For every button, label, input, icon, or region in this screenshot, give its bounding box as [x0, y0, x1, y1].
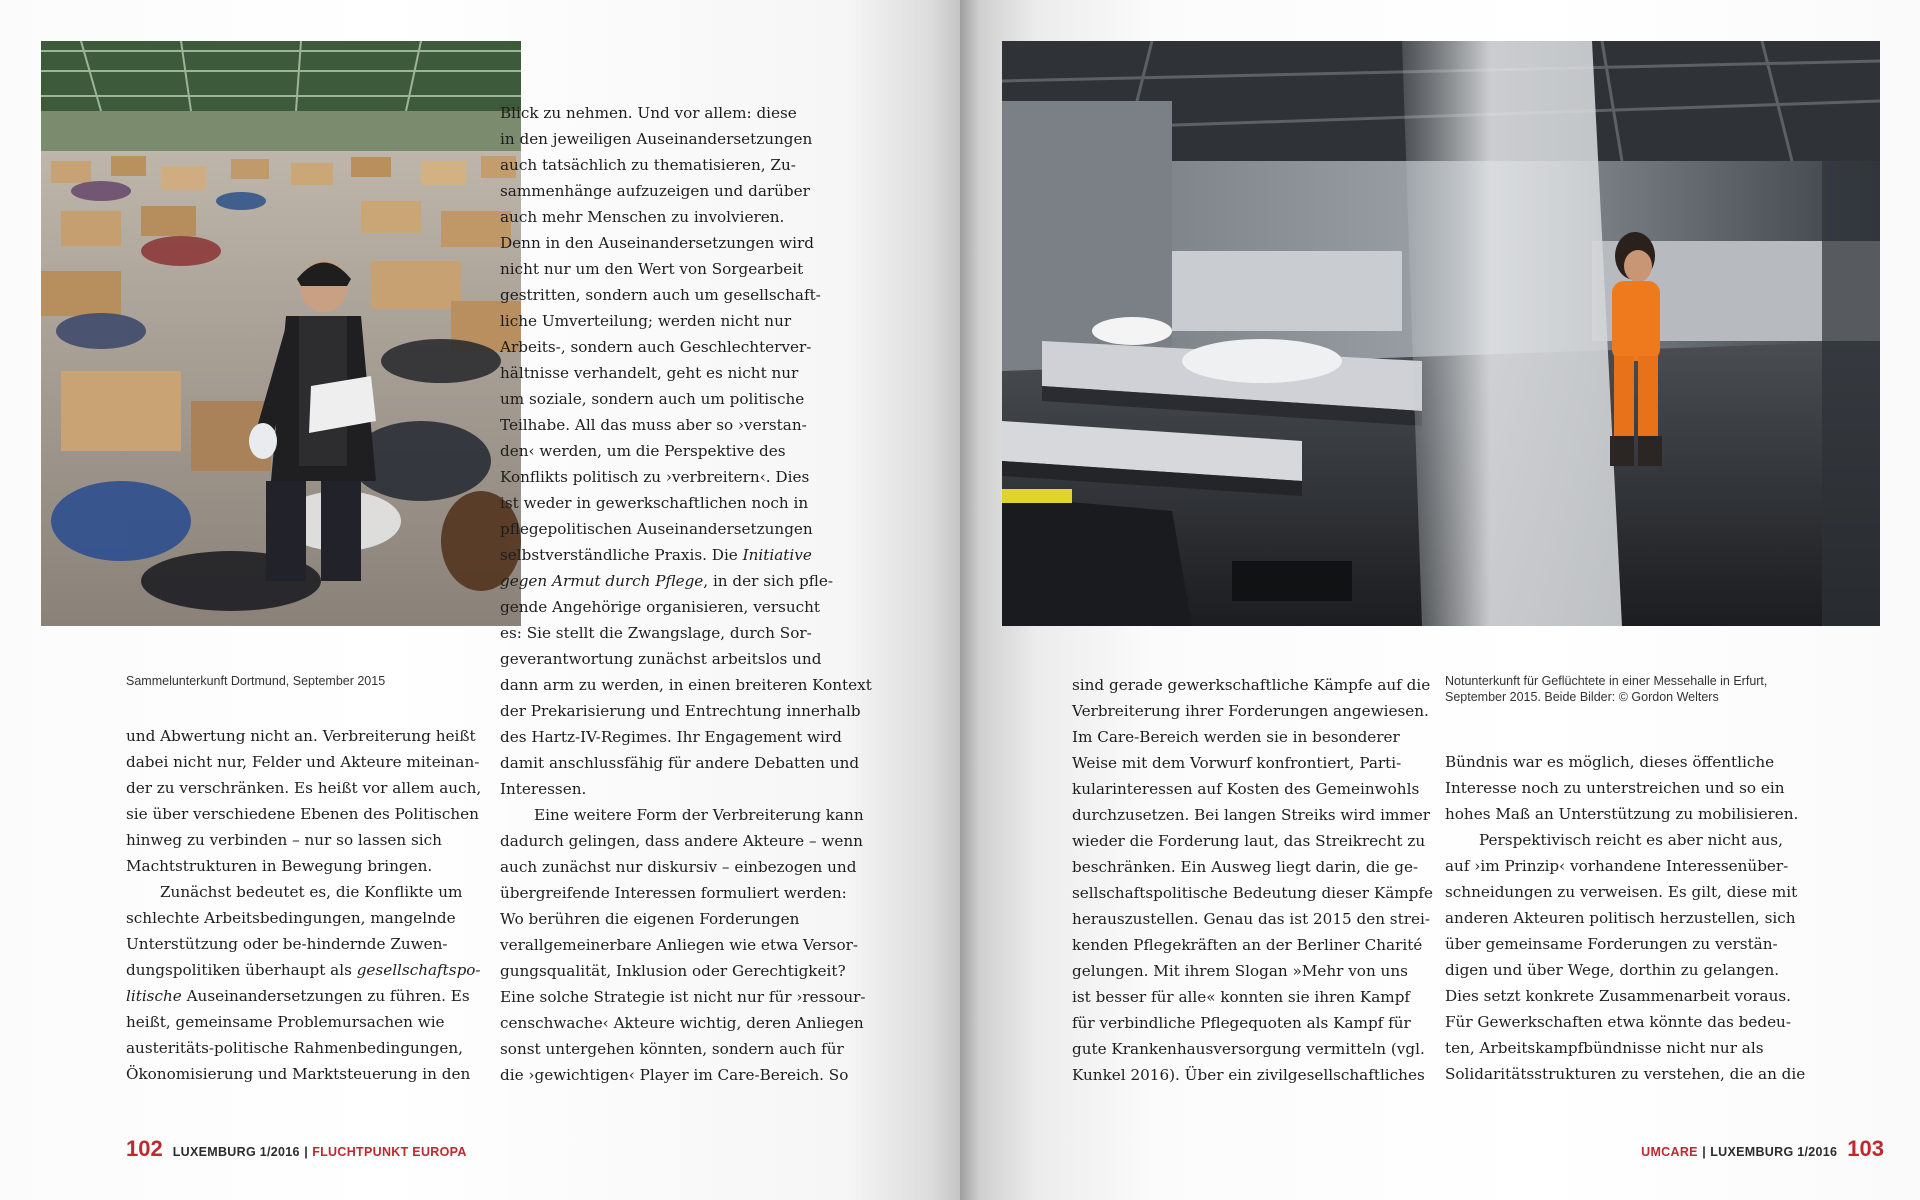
text-line: sammenhänge aufzuzeigen und darüber [500, 182, 810, 200]
text-line: der Prekarisierung und Entrechtung innerhalb [500, 702, 861, 720]
text-line: Bündnis war es möglich, dieses öffentliche [1445, 753, 1775, 771]
text-line: verallgemeinerbare Anliegen wie etwa Versor- [500, 936, 859, 954]
text-line: in den jeweiligen Auseinandersetzungen [500, 130, 813, 148]
text-line: über gemeinsame Forderungen zu verstän- [1445, 935, 1778, 953]
text-line: damit anschlussfähig für andere Debatten und [500, 754, 860, 772]
text-line: censchwache‹ Akteure wichtig, deren Anliegen [500, 1014, 864, 1032]
text-line: dabei nicht nur, Felder und Akteure miteinan- [126, 753, 480, 771]
text-line: herauszustellen. Genau das ist 2015 den strei- [1072, 910, 1430, 928]
text-line: Teilhabe. All das muss aber so ›verstan- [500, 416, 807, 434]
text-line: dann arm zu werden, in einen breiteren Kontext [500, 676, 872, 694]
text-line: heißt, gemeinsame Problemursachen wie [126, 1013, 445, 1031]
text-line: Blick zu nehmen. Und vor allem: diese [500, 104, 797, 122]
photo-caption-right [1445, 673, 1805, 705]
text-line: Weise mit dem Vorwurf konfrontiert, Parti- [1072, 754, 1402, 772]
text-line: und Abwertung nicht an. Verbreiterung heißt [126, 727, 476, 745]
text-line: auch tatsächlich zu thematisieren, Zu- [500, 156, 796, 174]
text-line: Denn in den Auseinandersetzungen wird [500, 234, 814, 252]
text-line: Eine solche Strategie ist nicht nur für ›ressour- [500, 988, 866, 1006]
text-column-1 [126, 723, 481, 1087]
text-line: sind gerade gewerkschaftliche Kämpfe auf die [1072, 676, 1431, 694]
photo-collection-shelter [41, 41, 521, 626]
text-line: dadurch gelingen, dass andere Akteure – wenn [500, 832, 863, 850]
text-line: liche Umverteilung; werden nicht nur [500, 312, 792, 330]
text-line: des Hartz-IV-Regimes. Ihr Engagement wird [500, 728, 842, 746]
text-line: anderen Akteuren politisch herzustellen, sich [1445, 909, 1796, 927]
text-line: ten, Arbeitskampfbündnisse nicht nur als [1445, 1039, 1764, 1057]
section-title: UMCARE [1641, 1145, 1698, 1159]
text-line: geverantwortung zunächst arbeitslos und [500, 650, 822, 668]
text-line: hinweg zu verbinden – nur so lassen sich [126, 831, 442, 849]
text-segment: Auseinandersetzungen zu führen. Es [181, 987, 470, 1005]
text-line: ist besser für alle« konnten sie ihren Kampf [1072, 988, 1411, 1006]
text-line: auch zunächst nur diskursiv – einbezogen und [500, 858, 857, 876]
text-line: übergreifende Interessen formuliert werden: [500, 884, 847, 902]
text-line: schlechte Arbeitsbedingungen, mangelnde [126, 909, 456, 927]
text-line: sonst untergehen könnten, sondern auch für [500, 1040, 844, 1058]
text-line: austeritäts-politische Rahmenbedingungen, [126, 1039, 463, 1057]
text-line: gelungen. Mit ihrem Slogan »Mehr von uns [1072, 962, 1408, 980]
text-line: Machtstrukturen in Bewegung bringen. [126, 857, 433, 875]
text-line: Kunkel 2016). Über ein zivilgesellschaftliches [1072, 1066, 1425, 1084]
text-line: Verbreiterung ihrer Forderungen angewiesen. [1072, 702, 1429, 720]
text-line: durchzusetzen. Bei langen Streiks wird immer [1072, 806, 1431, 824]
text-line: wieder die Forderung laut, das Streikrecht zu [1072, 832, 1426, 850]
folio-right [1641, 1136, 1884, 1162]
photo-exhibition-hall-shelter [1002, 41, 1880, 626]
text-line [500, 568, 833, 594]
text-line: hältnisse verhandelt, geht es nicht nur [500, 364, 799, 382]
text-line: Perspektivisch reicht es aber nicht aus, [1479, 831, 1783, 849]
text-line: pflegepolitischen Auseinandersetzungen [500, 520, 813, 538]
text-line: Eine weitere Form der Verbreiterung kann [534, 806, 864, 824]
text-line: Zunächst bedeutet es, die Konflikte um [160, 883, 463, 901]
emphasis: gegen Armut durch Pflege [500, 572, 704, 590]
text-line: Interesse noch zu unterstreichen und so ein [1445, 779, 1785, 797]
text-line: für verbindliche Pflegequoten als Kampf für [1072, 1014, 1411, 1032]
text-line [126, 983, 481, 1009]
text-line: den‹ werden, um die Perspektive des [500, 442, 786, 460]
text-line: Dies setzt konkrete Zusammenarbeit voraus. [1445, 987, 1791, 1005]
emphasis: gesellschaftspo- [356, 961, 481, 979]
emphasis: Initiative [742, 546, 812, 564]
text-line: Interessen. [500, 780, 587, 798]
magazine-issue: LUXEMBURG 1/2016 [172, 1145, 300, 1159]
text-line [500, 542, 833, 568]
text-line: beschränken. Ein Ausweg liegt darin, die ge- [1072, 858, 1419, 876]
text-segment: selbstverständliche Praxis. Die [500, 546, 743, 564]
magazine-issue: LUXEMBURG 1/2016 [1710, 1145, 1838, 1159]
text-line: schneidungen zu verweisen. Es gilt, diese mit [1445, 883, 1798, 901]
text-segment: , in der sich pfle- [703, 572, 833, 590]
text-line: auch mehr Menschen zu involvieren. [500, 208, 785, 226]
text-line: Arbeits-, sondern auch Geschlechterver- [500, 338, 812, 356]
text-line: gestritten, sondern auch um gesellschaft- [500, 286, 821, 304]
text-line: sie über verschiedene Ebenen des Politischen [126, 805, 479, 823]
section-title: FLUCHTPUNKT EUROPA [312, 1145, 467, 1159]
text-line: Wo berühren die eigenen Forderungen [500, 910, 800, 928]
text-line [126, 957, 481, 983]
separator: | [1702, 1145, 1706, 1159]
text-line: hohes Maß an Unterstützung zu mobilisieren. [1445, 805, 1799, 823]
text-line: der zu verschränken. Es heißt vor allem auch, [126, 779, 482, 797]
text-line: gute Krankenhausversorgung vermitteln (vgl. [1072, 1040, 1425, 1058]
text-line: Unterstützung oder be-hindernde Zuwen- [126, 935, 448, 953]
text-line: die ›gewichtigen‹ Player im Care-Bereich. So [500, 1066, 849, 1084]
text-line: ist weder in gewerkschaftlichen noch in [500, 494, 809, 512]
emphasis: litische [126, 987, 182, 1005]
caption-line: September 2015. Beide Bilder: © Gordon Welters [1445, 690, 1719, 704]
photo-caption: Sammelunterkunft Dortmund, September 2015 [126, 674, 386, 688]
text-line: Ökonomisierung und Marktsteuerung in den [126, 1065, 471, 1083]
running-head [1641, 1143, 1837, 1161]
text-line: auf ›im Prinzip‹ vorhandene Interessenüber- [1445, 857, 1789, 875]
text-line: digen und über Wege, dorthin zu gelangen. [1445, 961, 1780, 979]
text-line: um soziale, sondern auch um politische [500, 390, 805, 408]
text-column-4 [1445, 749, 1805, 1087]
page-number: 103 [1847, 1136, 1884, 1161]
text-line: Im Care-Bereich werden sie in besonderer [1072, 728, 1400, 746]
separator: | [304, 1145, 308, 1159]
text-line: nicht nur um den Wert von Sorgearbeit [500, 260, 804, 278]
text-line: Konflikts politisch zu ›verbreitern‹. Dies [500, 468, 810, 486]
text-line: kularinteressen auf Kosten des Gemeinwohls [1072, 780, 1420, 798]
page-number: 102 [126, 1136, 163, 1161]
text-line: gungsqualität, Inklusion oder Gerechtigkeit? [500, 962, 846, 980]
text-column-2-continued [500, 672, 872, 1088]
text-line: Für Gewerkschaften etwa könnte das bedeu- [1445, 1013, 1791, 1031]
text-column-2 [500, 100, 833, 672]
caption-line: Notunterkunft für Geflüchtete in einer Messehalle in Erfurt, [1445, 674, 1768, 688]
folio-left [126, 1136, 467, 1162]
text-line: Solidaritätsstrukturen zu verstehen, die an die [1445, 1065, 1806, 1083]
text-line: sellschaftspolitische Bedeutung dieser Kämpfe [1072, 884, 1434, 902]
text-column-3 [1072, 672, 1433, 1088]
text-segment: dungspolitiken überhaupt als [126, 961, 357, 979]
running-head [173, 1143, 467, 1161]
text-line: gende Angehörige organisieren, versucht [500, 598, 821, 616]
text-line: es: Sie stellt die Zwangslage, durch Sor- [500, 624, 812, 642]
text-line: kenden Pflegekräften an der Berliner Charité [1072, 936, 1423, 954]
